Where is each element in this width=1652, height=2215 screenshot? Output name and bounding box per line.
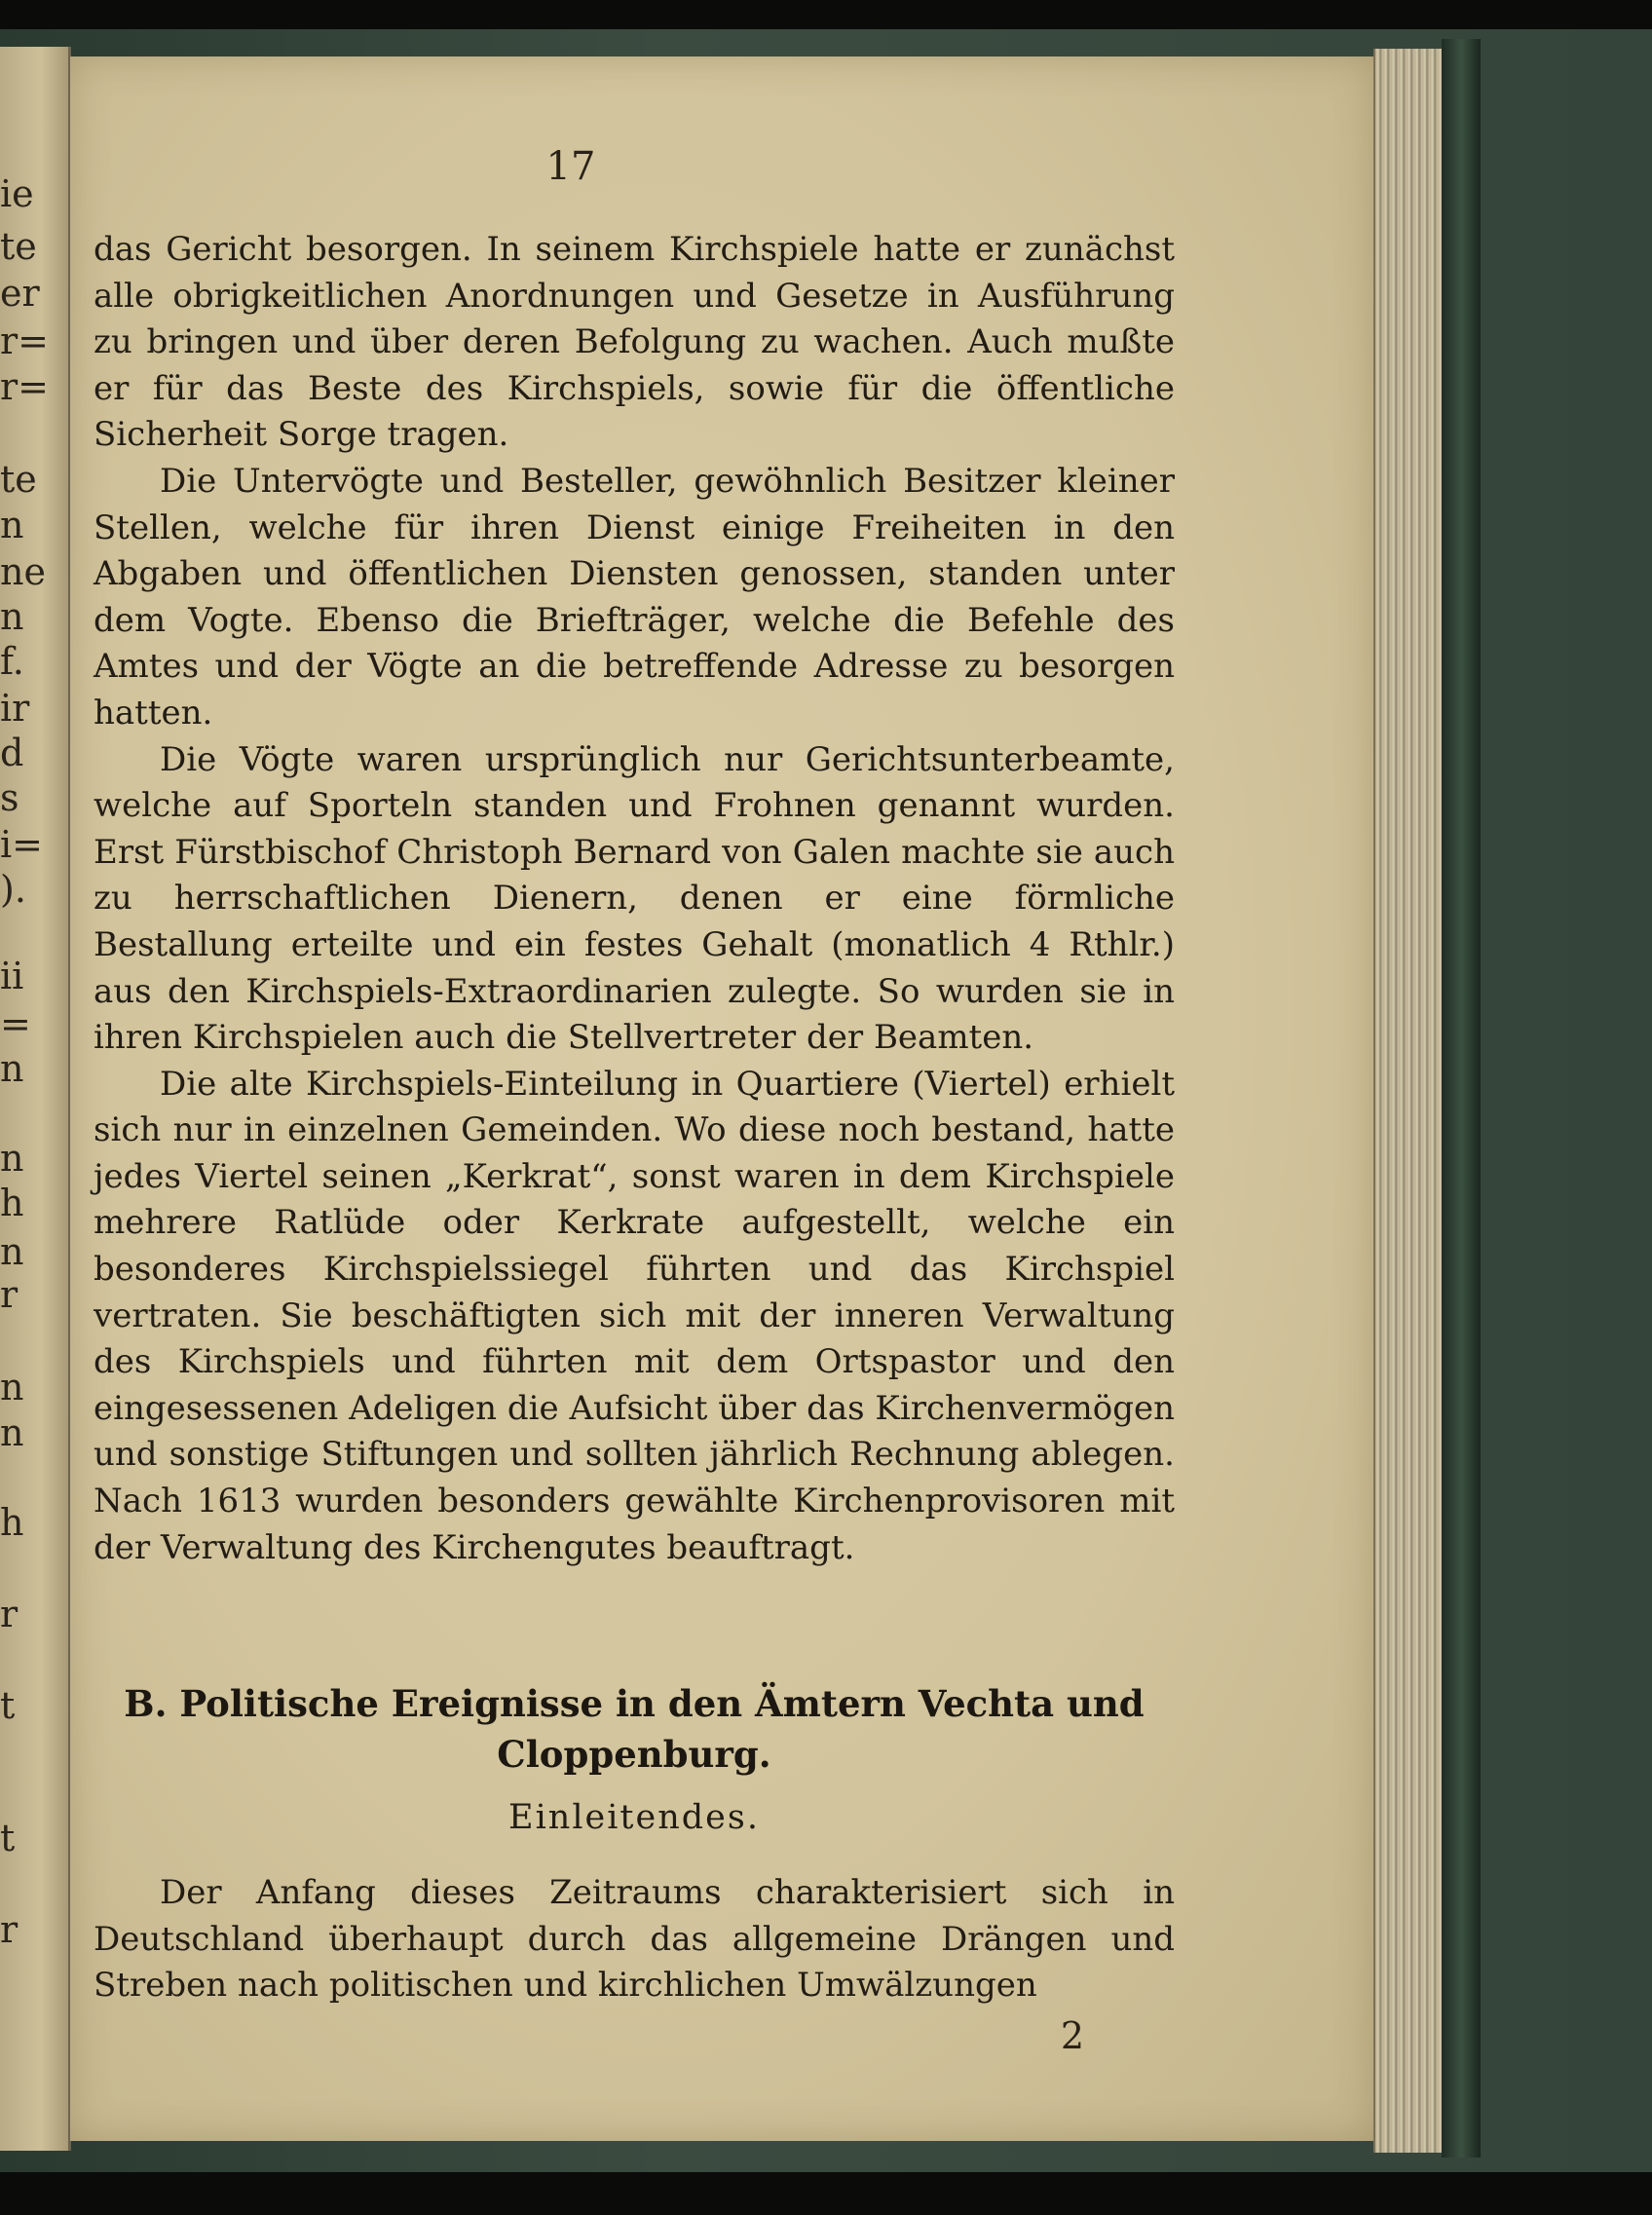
facing-page-fragment: ir xyxy=(0,687,30,730)
facing-page-fragment: s xyxy=(0,776,19,819)
section-heading xyxy=(94,1678,1175,1780)
facing-page-fragment: r xyxy=(0,1908,19,1951)
facing-page-fragment: r xyxy=(0,1273,19,1316)
facing-page-fragment: n xyxy=(0,1047,24,1090)
facing-page-fragment: i= xyxy=(0,823,43,866)
paragraph: Die alte Kirchspiels-Einteilung in Quartiere (Viertel) erhielt sich nur in einzelnen Gemeinden. Wo diese noch bestand, hatte jedes Viertel seinen „Kerkrat“, sonst waren in dem Kirchspiele mehrere Ratlüde oder Kerkrate aufgestellt, welche ein besonderes Kirchspielssiegel führten und das Kirchspiel vertraten. Sie beschäftigten sich mit der inneren Verwaltung des Kirchspiels und führten mit dem Ortspastor und den eingesessenen Adeligen die Aufsicht über das Kirchenvermögen und sonstige Stiftungen und sollten jährlich Rechnung ablegen. Nach 1613 wurden besonders gewählte Kirchenprovisoren mit der Verwaltung des Kirchengutes beauftragt. xyxy=(94,1064,1175,1567)
facing-page-fragment: ne xyxy=(0,550,46,593)
facing-page-fragment: t xyxy=(0,1684,16,1727)
section-heading-line: Cloppenburg. xyxy=(497,1733,771,1776)
facing-page-fragment: ii xyxy=(0,955,24,997)
facing-page-fragment: h xyxy=(0,1182,24,1224)
facing-page-fragment: r xyxy=(0,1593,19,1635)
section-heading-line: B. Politische Ereignisse in den Ämtern Vechta und xyxy=(124,1682,1145,1725)
page-number: 17 xyxy=(545,144,596,189)
facing-page-fragment: te xyxy=(0,225,37,268)
signature-mark: 2 xyxy=(1060,2014,1085,2057)
facing-page-fragment: n xyxy=(0,1411,24,1454)
paragraph: Die Vögte waren ursprünglich nur Gerichtsunterbeamte, welche auf Sporteln standen und Frohnen genannt wurden. Erst Fürstbischof Christoph Bernard von Galen machte sie auch zu herrschaftlichen Dienern, denen er eine förmliche Bestallung erteilte und ein festes Gehalt (monatlich 4 Rthlr.) aus den Kirchspiels-Extraordinarien zulegte. So wurden sie in ihren Kirchspielen auch die Stellvertreter der Beamten. xyxy=(94,739,1175,1058)
facing-page-fragment: n xyxy=(0,504,24,546)
body-text xyxy=(94,227,1175,1571)
paragraph: Der Anfang dieses Zeitraums charakterisiert sich in Deutschland überhaupt durch das allgemeine Drängen und Streben nach politischen und kirchlichen Umwälzungen xyxy=(94,1873,1175,2006)
page-block-edges xyxy=(1373,49,1444,2153)
facing-page-fragment: d xyxy=(0,732,24,774)
facing-page-fragment: er xyxy=(0,272,40,315)
facing-page-fragment: r= xyxy=(0,365,50,408)
facing-page-fragment: n xyxy=(0,1366,24,1408)
facing-page-fragment: h xyxy=(0,1501,24,1544)
paragraph: das Gericht besorgen. In seinem Kirchspiele hatte er zunächst alle obrigkeitlichen Anordnungen und Gesetze in Ausführung zu bringen und über deren Befolgung zu wachen. Auch mußte er für das Beste des Kirchspiels, sowie für die öffentliche Sicherheit Sorge tragen. xyxy=(94,230,1175,455)
facing-page-fragment: n xyxy=(0,1137,24,1180)
facing-page-fragment: = xyxy=(0,1002,31,1045)
book-page xyxy=(70,56,1373,2141)
facing-page-fragment: ie xyxy=(0,172,34,215)
facing-page-fragment: n xyxy=(0,595,24,638)
facing-page-edge xyxy=(0,47,71,2151)
subheading: Einleitendes. xyxy=(508,1798,760,1837)
facing-page-fragment: te xyxy=(0,458,37,501)
facing-page-fragment: r= xyxy=(0,319,50,362)
paragraph: Die Untervögte und Besteller, gewöhnlich Besitzer kleiner Stellen, welche für ihren Dienst einige Freiheiten in den Abgaben und öffentlichen Diensten genossen, standen unter dem Vogte. Ebenso die Briefträger, welche die Befehle des Amtes und der Vögte an die betreffende Adresse zu besorgen hatten. xyxy=(94,461,1175,732)
facing-page-fragment: n xyxy=(0,1230,24,1273)
facing-page-fragment: f. xyxy=(0,640,24,683)
facing-page-fragment: ). xyxy=(0,868,26,911)
facing-page-fragment: t xyxy=(0,1817,16,1859)
book-spine xyxy=(1442,39,1481,2158)
